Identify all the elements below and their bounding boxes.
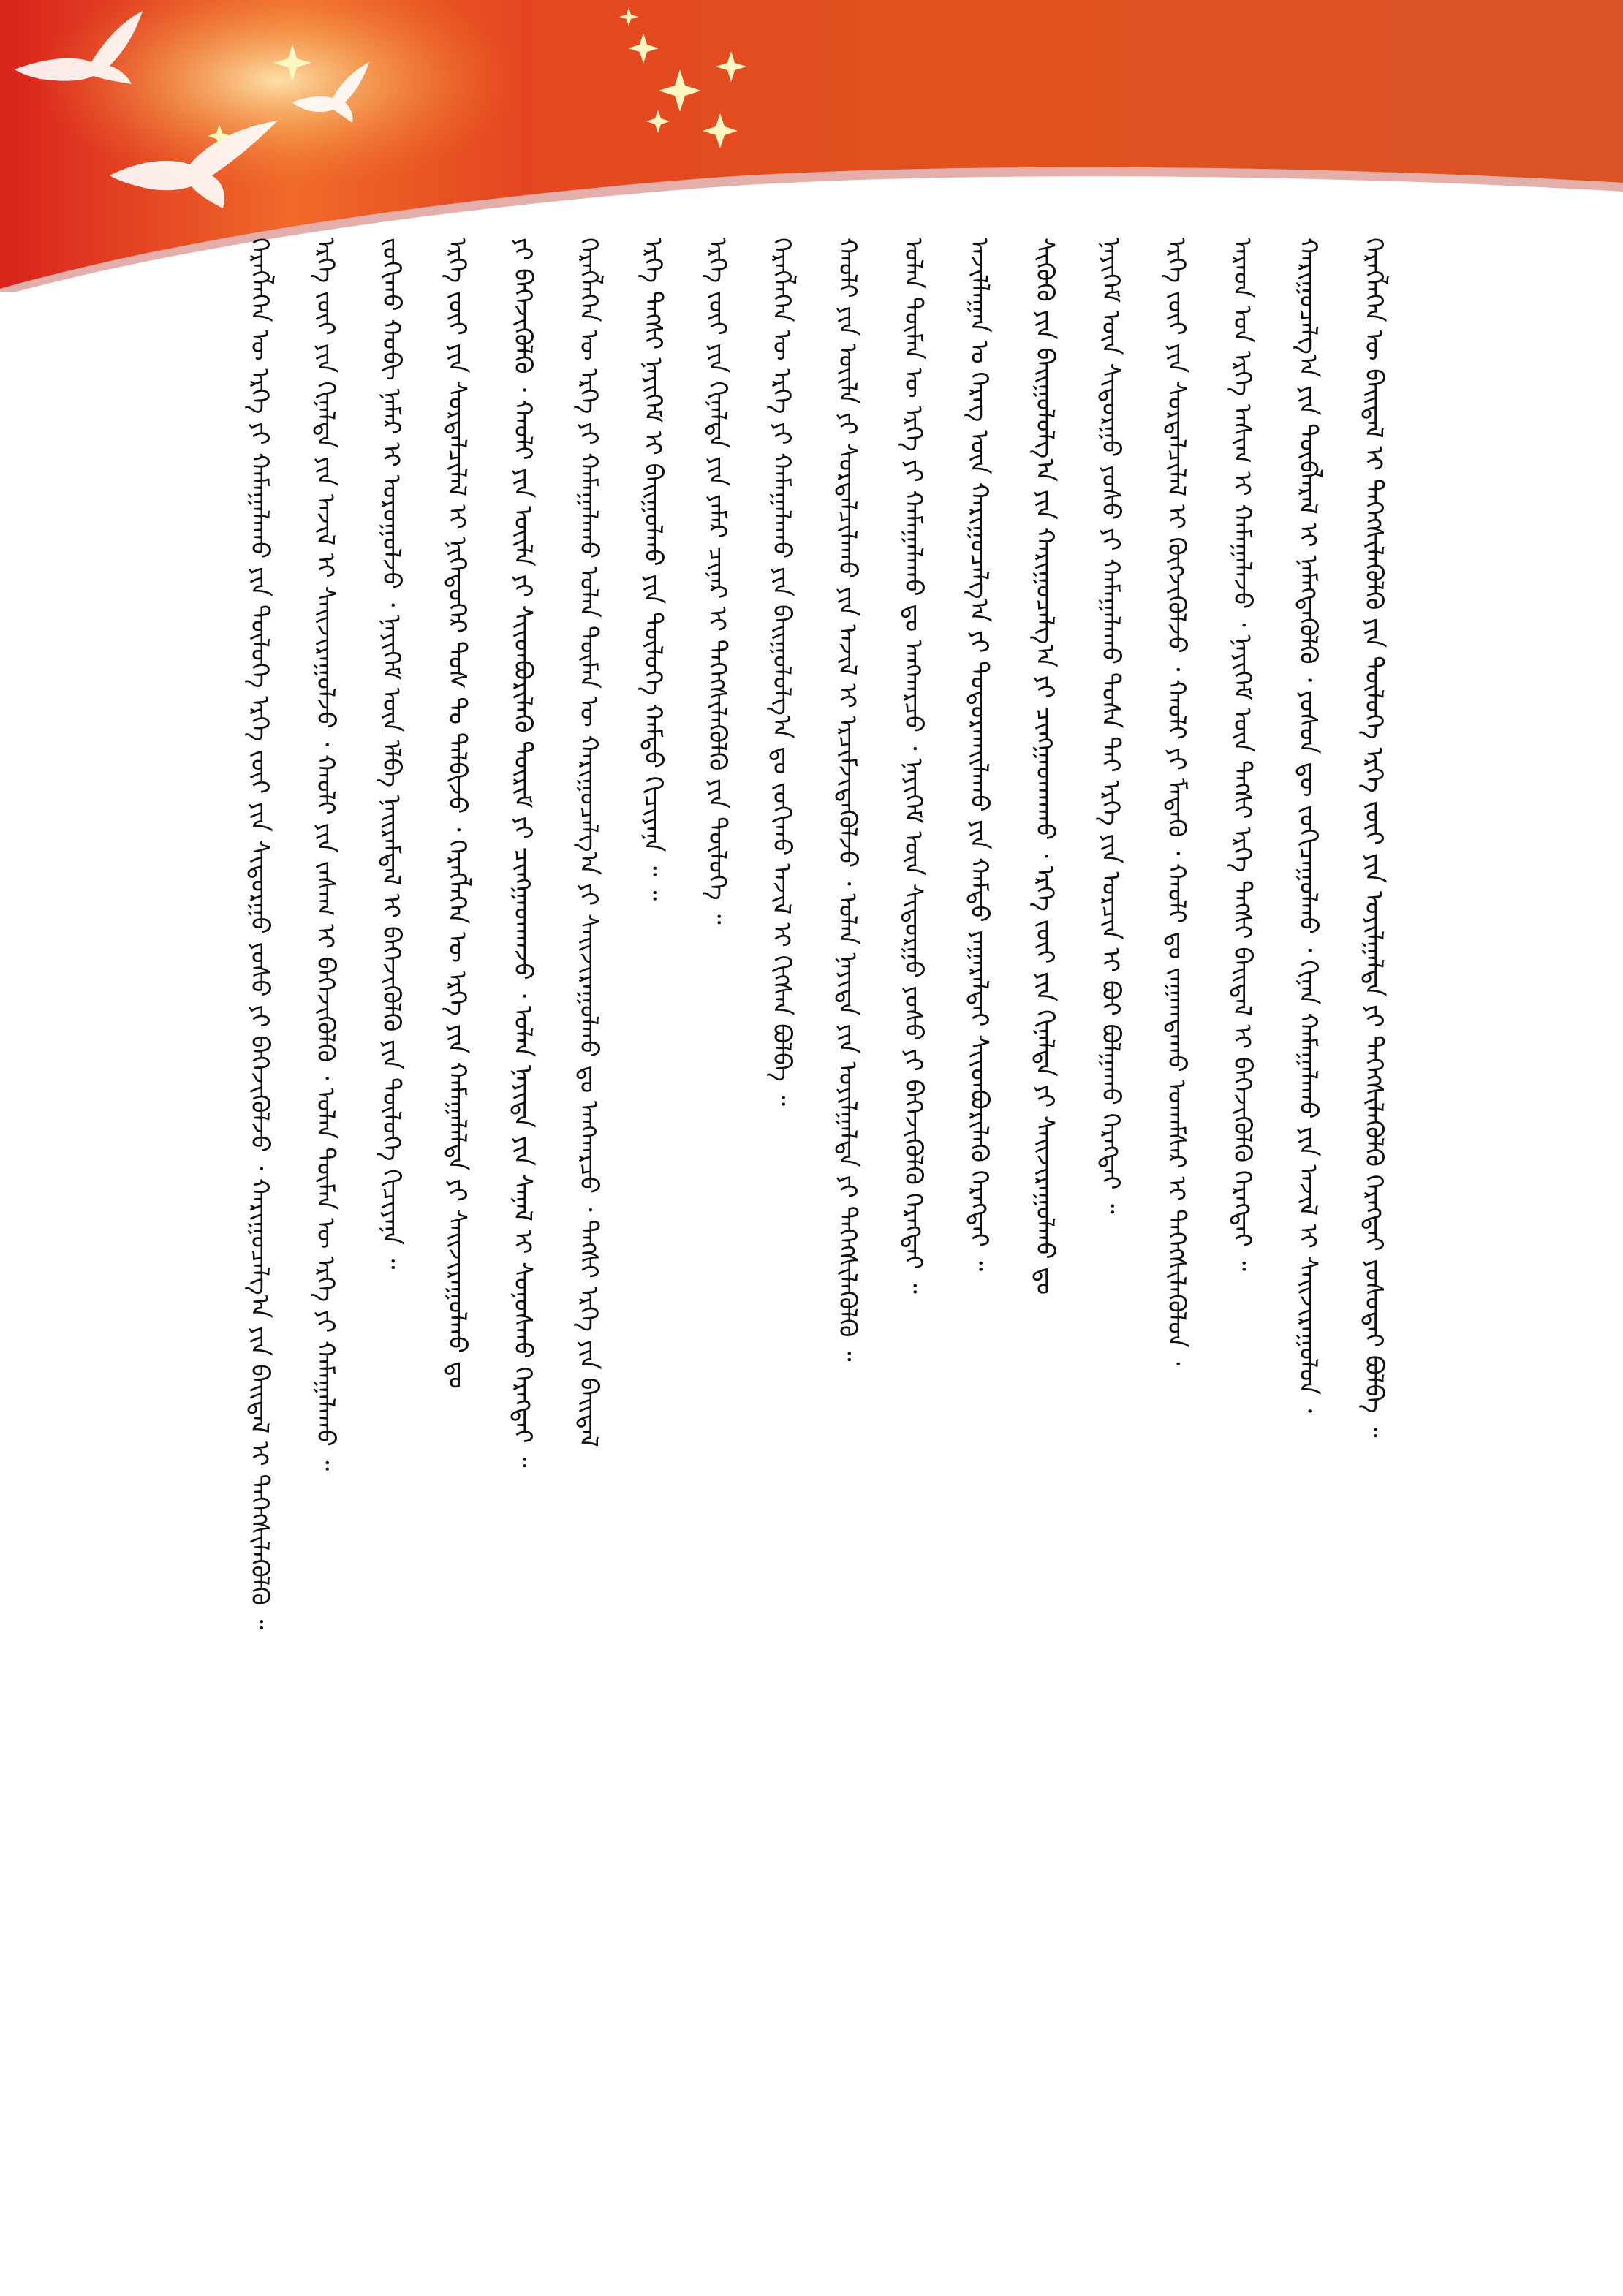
text-column: ᠬᠡᠷᠡᠭᠯᠡᠭᠡᠨ ᠦ ᠡᠷᠬᠡ ᠶᠢ ᠬᠠᠮᠠᠭᠠᠯᠠᠬᠤ ᠣᠯᠠᠨ ᠲᠥᠮᠡᠨ ᠦ ᠬᠠᠷᠢᠭᠤᠴᠠᠯᠭ᠎ᠠ ᠶᠢ ᠰᠠᠢᠵᠢᠷᠠᠭᠤᠯᠬᠤ ᠳᠤ ᠠᠩᠬᠠᠷᠴᠤ ᠂ ᠲᠡᠭᠰᠢ ᠡᠷᠬᠡ ᠶᠢᠨ ᠪᠠᠢᠳᠠᠯ — [574, 238, 603, 1447]
text-column: ᠨᠡᠶᠢᠭᠡᠮ ᠦᠨ ᠰᠢᠳᠤᠷᠭᠤ ᠶᠣᠰᠣ ᠶᠢ ᠬᠠᠮᠠᠭᠠᠯᠠᠬᠤ ᠲᠤᠰᠠ ᠲᠠᠢ ᠡᠷᠬᠡ ᠶᠢᠨ ᠣᠷᠴᠢᠨ ᠢ ᠪᠣᠢ ᠪᠣᠯᠭᠠᠬᠤ ᠬᠡᠷᠡᠭᠲᠡᠢ ᠃ — [1096, 238, 1125, 1214]
mongolian-text-body — [219, 238, 1389, 2094]
text-column: ᠶᠢ ᠪᠡᠬᠡᠵᠢᠭᠦᠯᠬᠦ ᠂ ᠬᠠᠤᠯᠢ ᠶᠢᠨ ᠦᠢᠯᠡ ᠶᠢ ᠰᠢᠢᠳᠪᠦᠷᠢᠯᠡᠬᠦ ᠳᠦᠷᠢᠮ ᠶᠢ ᠴᠢᠩᠭᠠᠳᠬᠠᠵᠤ ᠂ ᠣᠯᠠᠨ ᠨᠡᠶᠢᠲᠡ ᠶᠢᠨ ᠰᠠᠨᠠᠯ ᠢ ᠰᠣᠨᠣᠰᠬᠤ ᠬᠡᠷᠡᠭᠲᠡᠢ ᠃ — [508, 238, 537, 1468]
text-column: ᠡᠷᠬᠡ ᠵᠦᠢ ᠶᠢᠨ ᠰᠤᠷᠲᠠᠯᠴᠢᠯᠠᠯ ᠢ ᠨᠢᠭᠡᠳᠦᠭᠡᠷ ᠲᠤᠰ ᠲᠤ ᠲᠠᠯᠪᠢᠵᠤ ᠂ ᠬᠡᠷᠡᠭᠯᠡᠭᠡᠨ ᠦ ᠡᠷᠬᠡ ᠶᠢᠨ ᠬᠠᠮᠠᠭᠠᠯᠠᠯᠲᠠ ᠶᠢ ᠰᠠᠢᠵᠢᠷᠠᠭᠤᠯᠬᠤ ᠳᠤ — [442, 238, 472, 1389]
text-column: ᠡᠷᠬᠡ ᠵᠦᠢ ᠶᠢᠨ ᠬᠢᠨᠠᠯᠲᠠ ᠶᠢᠨ ᠶᠠᠮᠠᠷ ᠴᠢᠨᠠᠷ ᠢ ᠳᠡᠭᠡᠭᠰᠢᠯᠡᠭᠦᠯᠬᠦ ᠶᠢᠨ ᠲᠥᠯᠥᠭᠡ ᠃ — [703, 238, 732, 925]
text-column: ᠠᠵᠢᠯᠯᠠᠭᠠᠨ ᠤ ᠬᠡᠷᠡᠭ ᠦᠨ ᠬᠠᠷᠢᠭᠤᠴᠠᠯᠭ᠎ᠠ ᠶᠢ ᠲᠣᠳᠣᠷᠬᠠᠢᠯᠠᠬᠤ ᠶᠢᠨ ᠬᠠᠮᠲᠤ ᠶᠠᠭᠠᠷᠠᠯᠲᠠᠢ ᠰᠢᠢᠳᠪᠦᠷᠢᠯᠡᠬᠦ ᠬᠡᠷᠡᠭᠲᠡᠢ ᠃ — [964, 238, 994, 1271]
text-column: ᠰᠢᠭᠦᠬᠦ ᠶᠢᠨ ᠪᠠᠢᠭᠤᠯᠤᠯᠭ᠎ᠠ ᠶᠢᠨ ᠬᠠᠷᠢᠭᠤᠴᠠᠯᠭ᠎ᠠ ᠶᠢ ᠴᠢᠩᠭᠠᠳᠬᠠᠬᠤ ᠂ ᠡᠷᠬᠡ ᠵᠦᠢ ᠶᠢᠨ ᠬᠢᠨᠠᠯᠲᠠ ᠶᠢ ᠰᠠᠢᠵᠢᠷᠠᠭᠤᠯᠬᠤ ᠳᠤ — [1030, 238, 1059, 1295]
text-column: ᠬᠡᠷᠡᠭᠯᠡᠭᠡᠨ ᠦ ᠡᠷᠬᠡ ᠶᠢ ᠬᠠᠮᠠᠭᠠᠯᠠᠬᠤ ᠶᠢᠨ ᠲᠥᠯᠥᠭᠡ ᠡᠷᠬᠡ ᠵᠦᠢ ᠶᠢᠨ ᠰᠢᠳᠤᠷᠭᠤ ᠶᠣᠰᠣ ᠶᠢ ᠪᠡᠬᠡᠵᠢᠭᠦᠯᠵᠦ ᠂ ᠬᠠᠷᠢᠭᠤᠴᠠᠯᠭ᠎ᠠ ᠶᠢᠨ ᠪᠠᠢᠳᠠᠯ ᠢ ᠳᠡᠭᠡᠭᠰᠢᠯᠡᠭᠦᠯᠬᠦ ᠃ — [245, 238, 274, 1630]
text-column: ᠣᠯᠠᠨ ᠲᠥᠮᠡᠨ ᠦ ᠡᠷᠬᠡ ᠶᠢ ᠬᠠᠮᠠᠭᠠᠯᠠᠬᠤ ᠳᠤ ᠠᠩᠬᠠᠷᠴᠤ ᠂ ᠨᠡᠶᠢᠭᠡᠮ ᠦᠨ ᠰᠢᠳᠤᠷᠭᠤ ᠶᠣᠰᠣ ᠶᠢ ᠪᠡᠬᠡᠵᠢᠭᠦᠯᠬᠦ ᠬᠡᠷᠡᠭᠲᠡᠢ ᠃ — [898, 238, 928, 1294]
text-column: ᠬᠠᠷᠢᠭᠤᠴᠠᠯᠭ᠎ᠠ ᠶᠢᠨ ᠲᠥᠪᠯᠡᠷᠡᠯ ᠢ ᠨᠡᠮᠡᠭᠳᠡᠭᠦᠯᠬᠦ ᠂ ᠶᠣᠰᠣᠨ ᠳᠦ ᠵᠣᠬᠢᠴᠠᠭᠤᠯᠬᠤ ᠂ ᠬᠢᠨᠠᠨ ᠬᠠᠮᠠᠭᠠᠯᠠᠬᠤ ᠶᠢᠨ ᠠᠵᠢᠯ ᠢ ᠰᠠᠢᠵᠢᠷᠠᠭᠤᠯᠤᠨ ᠂ — [1293, 238, 1323, 1413]
text-column: ᠵᠣᠬᠢᠬᠤ ᠬᠤᠪᠢ ᠨᠡᠮᠡᠷ ᠢ ᠣᠷᠤᠭᠤᠯᠵᠤ ᠂ ᠨᠡᠶᠢᠭᠡᠮ ᠦᠨ ᠡᠯᠪᠡ ᠨᠠᠢᠷᠠᠮᠳᠠᠯ ᠢ ᠪᠡᠬᠡᠵᠢᠭᠦᠯᠬᠦ ᠶᠢᠨ ᠲᠥᠯᠥᠭᠡ ᠬᠢᠴᠢᠶᠡᠨᠡ ᠃ — [377, 238, 406, 1270]
text-column: ᠬᠠᠤᠯᠢ ᠶᠢᠨ ᠦᠢᠯᠡ ᠶᠢ ᠰᠤᠷᠲᠠᠯᠴᠢᠯᠠᠬᠤ ᠶᠢᠨ ᠠᠵᠢᠯ ᠢ ᠡᠷᠴᠢᠮᠵᠢᠳᠡᠭᠦᠯᠵᠦ ᠂ ᠣᠯᠠᠨ ᠨᠡᠶᠢᠲᠡ ᠶᠢᠨ ᠣᠶᠢᠯᠭᠠᠯᠲᠠ ᠶᠢ ᠳᠡᠭᠡᠭᠰᠢᠯᠡᠭᠦᠯᠬᠦ ᠃ — [833, 238, 862, 1362]
text-column: ᠡᠷᠬᠡ ᠵᠦᠢ ᠶᠢᠨ ᠬᠢᠨᠠᠯᠲᠠ ᠶᠢᠨ ᠠᠵᠢᠯ ᠢ ᠰᠠᠢᠵᠢᠷᠠᠭᠤᠯᠵᠤ ᠂ ᠬᠠᠤᠯᠢ ᠶᠢᠨ ᠵᠠᠰᠠᠭ ᠢ ᠪᠡᠬᠡᠵᠢᠭᠦᠯᠬᠦ ᠂ ᠣᠯᠠᠨ ᠲᠥᠮᠡᠨ ᠦ ᠡᠷᠬᠡ ᠶᠢ ᠬᠠᠮᠠᠭᠠᠯᠠᠬᠤ ᠃ — [311, 238, 340, 1471]
text-column: ᠠᠷᠠᠳ ᠤᠨ ᠡᠷᠬᠡ ᠠᠱᠢᠭ ᠢ ᠬᠠᠮᠠᠭᠠᠯᠠᠵᠤ ᠂ ᠨᠡᠶᠢᠭᠡᠮ ᠦᠨ ᠲᠡᠭᠰᠢ ᠡᠷᠬᠡ ᠲᠡᠭᠰᠢ ᠪᠠᠢᠳᠠᠯ ᠢ ᠪᠡᠬᠡᠵᠢᠭᠦᠯᠬᠦ ᠬᠡᠷᠡᠭᠲᠡᠢ ᠃ — [1227, 238, 1257, 1272]
text-column: ᠡᠷᠬᠡ ᠵᠦᠢ ᠶᠢᠨ ᠰᠤᠷᠲᠠᠯᠴᠢᠯᠠᠯ ᠢ ᠬᠥᠭᠵᠢᠭᠦᠯᠵᠦ ᠂ ᠬᠠᠤᠯᠢ ᠶᠢ ᠮᠡᠳᠡᠬᠦ ᠂ ᠬᠠᠤᠯᠢ ᠳᠤ ᠵᠠᠭᠠᠭᠳᠠᠬᠤ ᠤᠬᠠᠮᠰᠠᠷ ᠢ ᠳᠡᠭᠡᠭᠰᠢᠯᠡᠭᠦᠯᠦᠨ ᠂ — [1162, 238, 1191, 1366]
text-column: ᠬᠡᠷᠡᠭᠯᠡᠭᠡᠨ ᠦ ᠪᠠᠢᠳᠠᠯ ᠢ ᠳᠡᠭᠡᠭᠰᠢᠯᠡᠭᠦᠯᠬᠦ ᠶᠢᠨ ᠲᠥᠯᠥᠭᠡ ᠡᠷᠬᠡ ᠵᠦᠢ ᠶᠢᠨ ᠣᠶᠢᠯᠭᠠᠯᠲᠠ ᠶᠢ ᠳᠡᠭᠡᠭᠰᠢᠯᠡᠭᠦᠯᠬᠦ ᠬᠡᠷᠡᠭᠲᠡᠢ ᠶᠣᠰᠣᠲᠠᠢ ᠪᠣᠯᠪᠠ ᠃ — [1359, 238, 1388, 1438]
text-column: ᠬᠡᠷᠡᠭᠯᠡᠭᠡᠨ ᠦ ᠡᠷᠬᠡ ᠶᠢ ᠬᠠᠮᠠᠭᠠᠯᠠᠬᠤ ᠶᠢᠨ ᠪᠠᠢᠭᠤᠯᠤᠯᠭ᠎ᠠ ᠳᠤ ᠵᠣᠬᠢᠬᠤ ᠠᠵᠢᠯ ᠢ ᠬᠢᠭᠰᠡᠨ ᠪᠣᠯᠪᠠ ᠃ — [767, 238, 796, 1106]
text-column: ᠡᠷᠬᠡ ᠲᠡᠭᠰᠢ ᠨᠡᠶᠢᠭᠡᠮ ᠢ ᠪᠠᠢᠭᠤᠯᠬᠤ ᠶᠢᠨ ᠲᠥᠯᠥᠭᠡ ᠬᠠᠮᠲᠤ ᠬᠢᠴᠢᠶᠡᠨᠡ ᠃ ᠃ — [638, 238, 667, 901]
